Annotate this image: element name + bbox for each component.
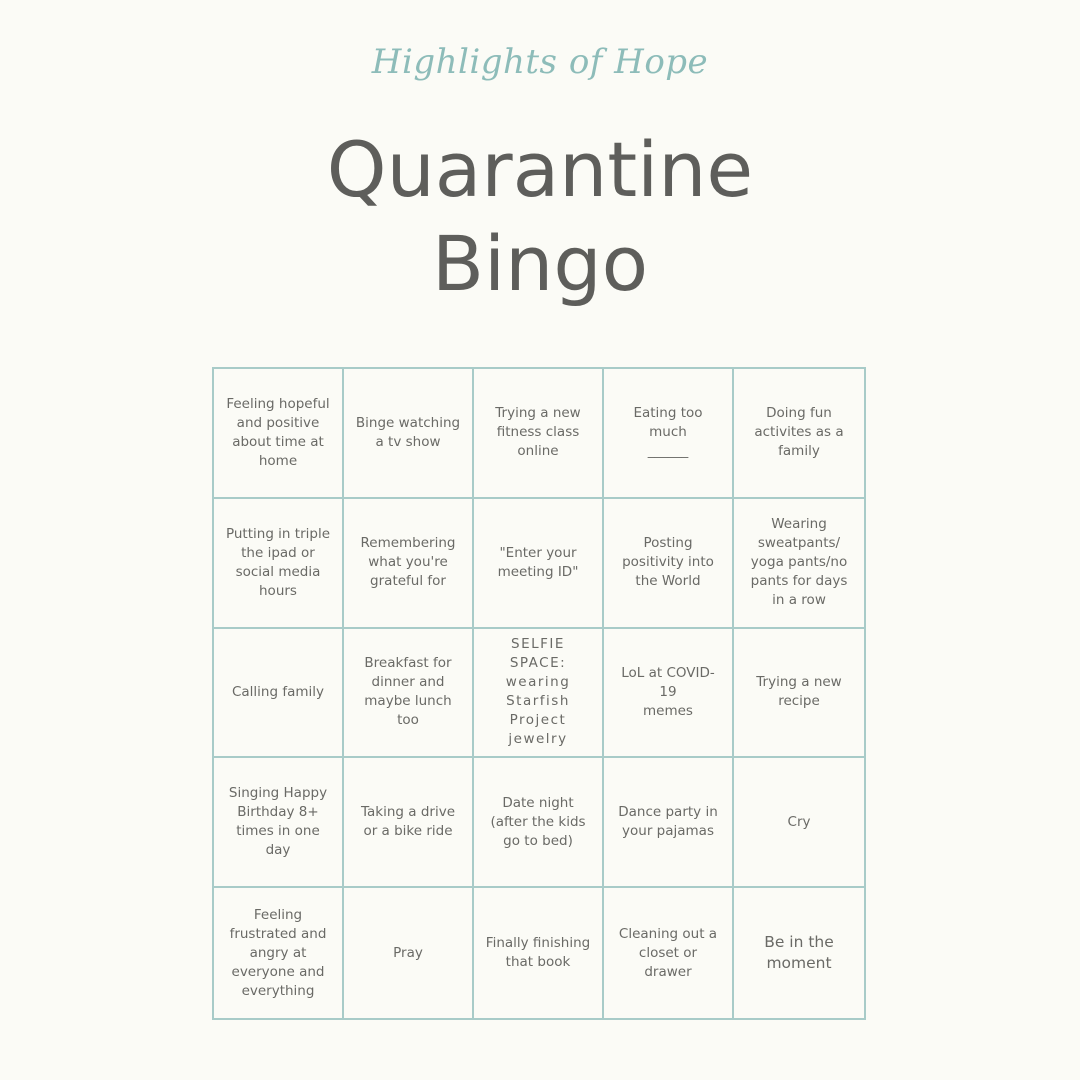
bingo-cell[interactable]: Posting positivity into the World bbox=[604, 499, 734, 629]
bingo-cell[interactable]: Trying a new recipe bbox=[734, 629, 864, 759]
bingo-cell[interactable]: Putting in triple the ipad or social media hours bbox=[214, 499, 344, 629]
bingo-cell[interactable]: Trying a new fitness class online bbox=[474, 369, 604, 499]
bingo-cell[interactable]: Cleaning out a closet or drawer bbox=[604, 888, 734, 1018]
bingo-cell[interactable]: LoL at COVID-19 memes bbox=[604, 629, 734, 759]
bingo-cell[interactable]: Finally finishing that book bbox=[474, 888, 604, 1018]
bingo-cell[interactable]: Wearing sweatpants/ yoga pants/no pants for days in a row bbox=[734, 499, 864, 629]
bingo-cell[interactable]: Be in the moment bbox=[764, 933, 834, 973]
bingo-cell[interactable]: Date night (after the kids go to bed) bbox=[474, 758, 604, 888]
bingo-cell[interactable]: Dance party in your pajamas bbox=[604, 758, 734, 888]
bingo-board bbox=[212, 367, 866, 1020]
bingo-cell[interactable]: Calling family bbox=[214, 629, 344, 759]
bingo-cell[interactable]: Singing Happy Birthday 8+ times in one day bbox=[214, 758, 344, 888]
bingo-cell[interactable]: Breakfast for dinner and maybe lunch too bbox=[344, 629, 474, 759]
bingo-cell[interactable]: Eating too much ______ bbox=[604, 369, 734, 499]
bingo-cell[interactable]: Feeling frustrated and angry at everyone and everything bbox=[214, 888, 344, 1018]
bingo-cell[interactable]: Feeling hopeful and positive about time at home bbox=[214, 369, 344, 499]
bingo-cell[interactable]: Doing fun activites as a family bbox=[734, 369, 864, 499]
bingo-cell[interactable]: Remembering what you're grateful for bbox=[344, 499, 474, 629]
bingo-cell[interactable]: Taking a drive or a bike ride bbox=[344, 758, 474, 888]
bingo-cell[interactable]: "Enter your meeting ID" bbox=[474, 499, 604, 629]
bingo-cell[interactable]: Cry bbox=[734, 758, 864, 888]
subtitle: Highlights of Hope bbox=[371, 42, 709, 82]
bingo-cell[interactable]: Binge watching a tv show bbox=[344, 369, 474, 499]
bingo-cell[interactable]: Pray bbox=[344, 888, 474, 1018]
bingo-cell-center[interactable]: SELFIE SPACE: wearing Starfish Project jewelry bbox=[474, 629, 604, 759]
page-title-line2: Bingo bbox=[431, 219, 649, 308]
page-title-line1: Quarantine bbox=[326, 125, 754, 214]
